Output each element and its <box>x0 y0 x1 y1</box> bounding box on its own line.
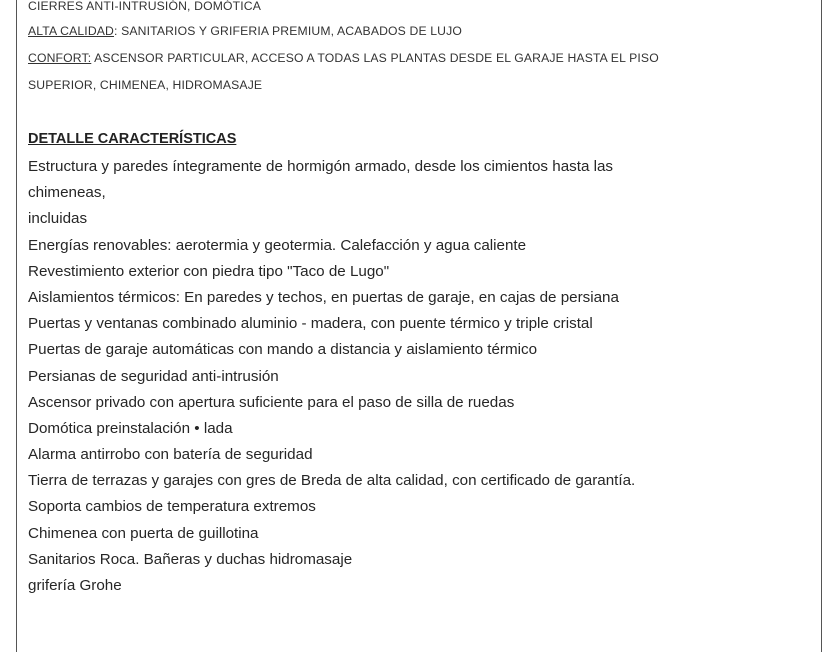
detail-item: Sanitarios Roca. Bañeras y duchas hidromasaje <box>28 550 353 568</box>
detail-item: Energías renovables: aerotermia y geotermia. Calefacción y agua caliente <box>28 236 527 254</box>
features-line-security: CIERRES ANTI-INTRUSIÓN, DOMÓTICA <box>28 0 261 13</box>
detail-item: Chimenea con puerta de guillotina <box>28 524 259 542</box>
detail-item: chimeneas, <box>28 184 106 202</box>
detail-item: Revestimiento exterior con piedra tipo "Taco de Lugo" <box>28 262 390 280</box>
detail-item: Soporta cambios de temperatura extremos <box>28 498 316 516</box>
detail-item: Persianas de seguridad anti-intrusión <box>28 367 279 385</box>
detail-item: Puertas de garaje automáticas con mando a distancia y aislamiento térmico <box>28 341 538 359</box>
detail-item: Aislamientos térmicos: En paredes y techos, en puertas de garaje, en cajas de persiana <box>28 288 619 306</box>
details-list <box>28 154 635 599</box>
comfort-label: CONFORT: <box>28 51 92 65</box>
detail-item: Domótica preinstalación • lada <box>28 419 233 437</box>
quality-label: ALTA CALIDAD <box>28 24 115 38</box>
detail-item: Alarma antirrobo con batería de seguridad <box>28 446 313 464</box>
features-line-quality <box>28 24 462 38</box>
detail-item: grifería Grohe <box>28 577 122 594</box>
quality-text: : SANITARIOS Y GRIFERIA PREMIUM, ACABADOS DE LUJO <box>114 24 463 38</box>
detail-item: Puertas y ventanas combinado aluminio - madera, con puente térmico y triple cristal <box>28 315 593 333</box>
detail-item: incluidas <box>28 210 88 228</box>
details-heading: DETALLE CARACTERÍSTICAS <box>28 131 237 147</box>
features-line-comfort-continued: SUPERIOR, CHIMENEA, HIDROMASAJE <box>28 78 263 92</box>
comfort-text: ASCENSOR PARTICULAR, ACCESO A TODAS LAS PLANTAS DESDE EL GARAJE HASTA EL PISO <box>91 51 659 65</box>
features-line-comfort <box>28 51 659 65</box>
detail-item: Tierra de terrazas y garajes con gres de Breda de alta calidad, con certificado de garantía. <box>28 472 636 490</box>
detail-item: Ascensor privado con apertura suficiente para el paso de silla de ruedas <box>28 393 515 411</box>
detail-item: Estructura y paredes íntegramente de hormigón armado, desde los cimientos hasta las <box>28 158 614 175</box>
